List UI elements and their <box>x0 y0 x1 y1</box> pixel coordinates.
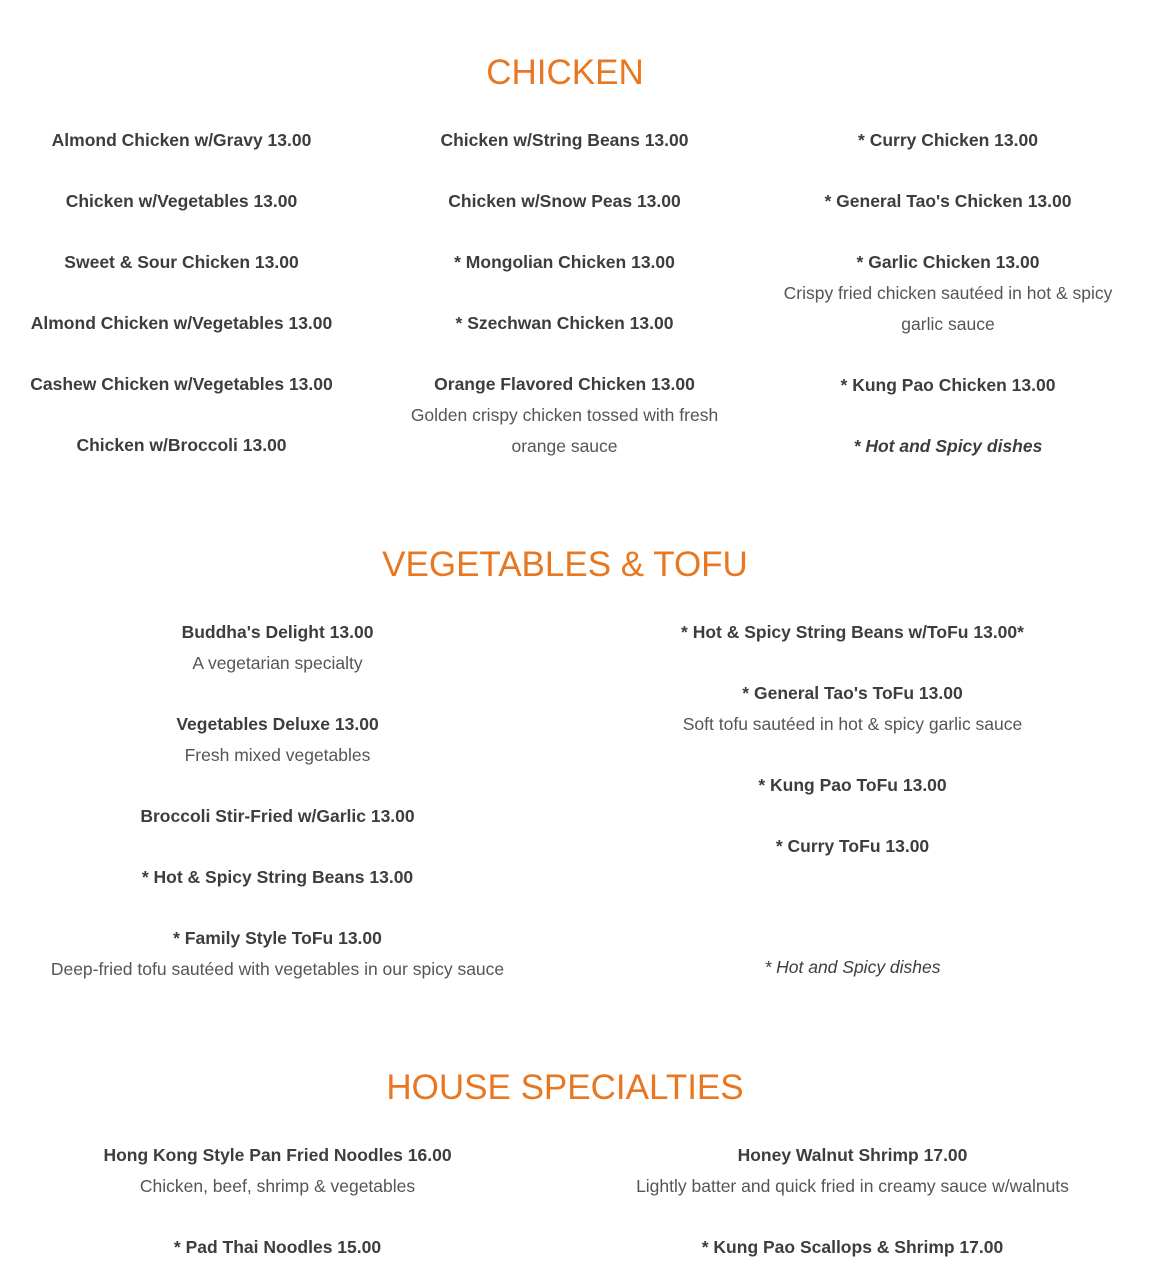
menu-item <box>0 430 363 461</box>
menu-item <box>595 617 1110 648</box>
item-name: * Szechwan Chicken 13.00 <box>455 313 674 333</box>
item-description: Soft tofu sautéed in hot & spicy garlic sauce <box>682 714 1023 734</box>
item-name: Chicken w/Broccoli 13.00 <box>76 435 287 455</box>
menu-item <box>595 831 1110 862</box>
menu-item <box>20 923 535 985</box>
menu-item <box>773 186 1123 217</box>
item-name: * Hot & Spicy String Beans 13.00 <box>141 867 414 887</box>
menu-item <box>398 247 731 278</box>
menu-item <box>0 369 363 400</box>
item-name: Sweet & Sour Chicken 13.00 <box>64 252 299 272</box>
menu-item <box>595 1232 1110 1263</box>
item-description: Lightly batter and quick fried in creamy sauce w/walnuts <box>636 1176 1069 1196</box>
item-name: Cashew Chicken w/Vegetables 13.00 <box>30 374 333 394</box>
menu-item <box>0 125 363 156</box>
menu-item <box>773 370 1123 401</box>
menu-item <box>20 617 535 679</box>
veg-column-2 <box>595 617 1110 983</box>
item-name: * Pad Thai Noodles 15.00 <box>173 1237 382 1257</box>
menu-item <box>398 186 731 217</box>
menu-item <box>20 709 535 771</box>
item-name: Hong Kong Style Pan Fried Noodles 16.00 <box>103 1145 452 1165</box>
chicken-column-3 <box>773 125 1123 462</box>
house-column-1 <box>20 1140 535 1263</box>
item-name: * Curry Chicken 13.00 <box>858 130 1038 150</box>
menu-item <box>20 801 535 832</box>
item-name: Buddha's Delight 13.00 <box>181 622 374 642</box>
item-name: * Kung Pao ToFu 13.00 <box>758 775 947 795</box>
item-name: * General Tao's Chicken 13.00 <box>824 191 1072 211</box>
menu-item <box>20 1232 535 1263</box>
section-title-vegetables-tofu: VEGETABLES & TOFU <box>382 545 748 584</box>
item-description: A vegetarian specialty <box>192 653 363 673</box>
item-name: * Garlic Chicken 13.00 <box>856 252 1040 272</box>
item-name: * Kung Pao Scallops & Shrimp 17.00 <box>701 1237 1004 1257</box>
section-title-chicken: CHICKEN <box>486 53 644 92</box>
item-name: Honey Walnut Shrimp 17.00 <box>737 1145 968 1165</box>
menu-item <box>0 308 363 339</box>
item-description: Fresh mixed vegetables <box>184 745 371 765</box>
item-description: Golden crispy chicken tossed with fresh orange sauce <box>410 405 719 456</box>
item-name: * Mongolian Chicken 13.00 <box>454 252 675 272</box>
item-name: Chicken w/Snow Peas 13.00 <box>448 191 681 211</box>
chicken-column-1 <box>0 125 363 461</box>
chicken-column-2 <box>398 125 731 462</box>
item-name: * Family Style ToFu 13.00 <box>173 928 382 948</box>
item-description: Chicken, beef, shrimp & vegetables <box>139 1176 416 1196</box>
menu-item <box>595 678 1110 740</box>
spicy-note: * Hot and Spicy dishes <box>853 436 1043 456</box>
section-title-house-specialties: HOUSE SPECIALTIES <box>386 1068 744 1107</box>
item-name: Almond Chicken w/Gravy 13.00 <box>51 130 312 150</box>
item-name: Vegetables Deluxe 13.00 <box>176 714 379 734</box>
menu-item <box>20 1140 535 1202</box>
item-name: Chicken w/Vegetables 13.00 <box>65 191 298 211</box>
menu-item <box>20 862 535 893</box>
house-column-2 <box>595 1140 1110 1263</box>
menu-item <box>0 247 363 278</box>
menu-item <box>773 125 1123 156</box>
veg-column-1 <box>20 617 535 985</box>
menu-item <box>398 308 731 339</box>
menu-item <box>0 186 363 217</box>
menu-item <box>773 247 1123 340</box>
menu-item <box>398 369 731 462</box>
item-name: * Hot & Spicy String Beans w/ToFu 13.00* <box>681 622 1024 642</box>
item-name: * Kung Pao Chicken 13.00 <box>840 375 1056 395</box>
item-name: Broccoli Stir-Fried w/Garlic 13.00 <box>140 806 415 826</box>
menu-item <box>595 1140 1110 1202</box>
menu-item <box>595 770 1110 801</box>
item-name: Almond Chicken w/Vegetables 13.00 <box>30 313 333 333</box>
menu-item <box>398 125 731 156</box>
item-name: * General Tao's ToFu 13.00 <box>742 683 963 703</box>
item-name: * Curry ToFu 13.00 <box>775 836 930 856</box>
item-name: Chicken w/String Beans 13.00 <box>440 130 689 150</box>
item-description: Crispy fried chicken sautéed in hot & spicy garlic sauce <box>783 283 1113 334</box>
item-description: Deep-fried tofu sautéed with vegetables in our spicy sauce <box>50 959 505 979</box>
item-name: Orange Flavored Chicken 13.00 <box>434 374 695 394</box>
spicy-note: * Hot and Spicy dishes <box>764 957 941 977</box>
